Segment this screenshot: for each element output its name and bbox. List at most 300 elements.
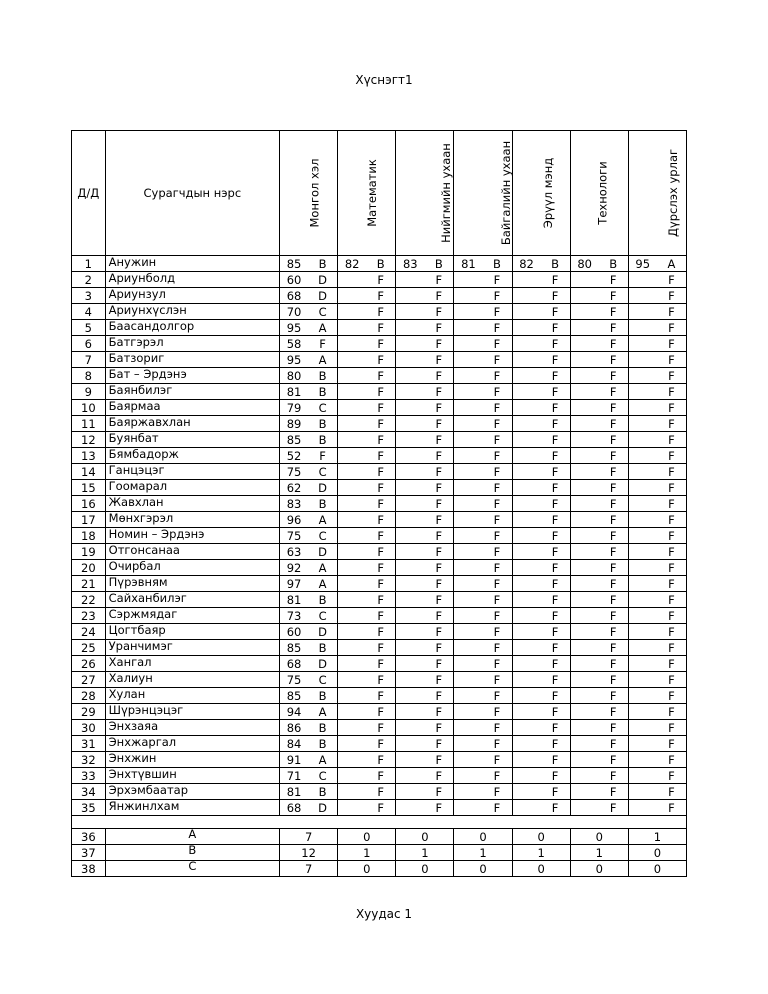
score-cell <box>512 304 541 320</box>
grade-cell: F <box>482 736 512 752</box>
grade-cell: F <box>657 320 687 336</box>
grade-cell: F <box>657 544 687 560</box>
score-cell: 85 <box>280 640 309 656</box>
grade-cell: F <box>424 272 454 288</box>
grade-cell: F <box>657 592 687 608</box>
table-row <box>72 768 687 784</box>
row-number: 29 <box>72 704 106 720</box>
table-row <box>72 304 687 320</box>
score-cell <box>454 768 483 784</box>
grade-cell: F <box>482 464 512 480</box>
score-cell <box>628 736 657 752</box>
score-cell <box>570 448 599 464</box>
grade-cell: F <box>541 496 571 512</box>
score-cell <box>628 432 657 448</box>
score-cell: 73 <box>280 608 309 624</box>
score-cell <box>454 400 483 416</box>
grade-cell: F <box>541 560 571 576</box>
row-number: 13 <box>72 448 106 464</box>
grade-cell: F <box>541 320 571 336</box>
student-name: Хулан <box>105 688 279 704</box>
score-cell <box>396 400 425 416</box>
grade-cell: A <box>308 512 338 528</box>
score-cell <box>512 320 541 336</box>
row-number: 2 <box>72 272 106 288</box>
score-cell <box>570 496 599 512</box>
sheet-title: Хүснэгт1 <box>355 73 413 87</box>
grade-cell: F <box>424 784 454 800</box>
score-cell <box>512 464 541 480</box>
grade-cell: F <box>482 704 512 720</box>
score-cell <box>454 464 483 480</box>
score-cell <box>512 400 541 416</box>
score-cell <box>454 576 483 592</box>
grade-cell: F <box>657 560 687 576</box>
score-cell <box>570 576 599 592</box>
grade-cell: D <box>308 800 338 816</box>
score-cell <box>338 400 367 416</box>
grade-cell: F <box>541 720 571 736</box>
grade-cell: F <box>541 448 571 464</box>
score-cell <box>512 704 541 720</box>
score-cell <box>338 784 367 800</box>
student-name: Бямбадорж <box>105 448 279 464</box>
score-cell: 62 <box>280 480 309 496</box>
row-number: 20 <box>72 560 106 576</box>
score-cell <box>570 704 599 720</box>
row-number: 38 <box>72 861 106 877</box>
grade-cell: F <box>424 688 454 704</box>
score-cell: 83 <box>396 256 425 272</box>
score-cell <box>628 560 657 576</box>
grade-cell: F <box>657 432 687 448</box>
score-cell <box>454 752 483 768</box>
score-cell: 75 <box>280 464 309 480</box>
score-cell <box>454 368 483 384</box>
grade-cell: F <box>599 384 629 400</box>
grade-cell: B <box>308 640 338 656</box>
grade-cell: F <box>657 800 687 816</box>
score-cell: 68 <box>280 800 309 816</box>
grade-cell: F <box>541 624 571 640</box>
summary-row <box>72 861 687 877</box>
grade-cell: F <box>599 480 629 496</box>
student-name: Хангал <box>105 656 279 672</box>
score-cell: 84 <box>280 736 309 752</box>
grade-count-cell: 7 <box>280 861 338 877</box>
grade-cell: F <box>599 352 629 368</box>
score-cell <box>512 800 541 816</box>
score-cell <box>512 624 541 640</box>
grade-cell: F <box>366 432 396 448</box>
score-cell <box>512 544 541 560</box>
grade-count-cell: 0 <box>570 829 628 845</box>
row-number: 4 <box>72 304 106 320</box>
grade-cell: F <box>599 656 629 672</box>
score-cell <box>570 400 599 416</box>
score-cell <box>512 576 541 592</box>
grade-cell: F <box>366 592 396 608</box>
grade-cell: F <box>424 736 454 752</box>
score-cell <box>512 560 541 576</box>
grade-cell: F <box>541 368 571 384</box>
grade-cell: F <box>424 656 454 672</box>
score-cell <box>628 528 657 544</box>
score-cell <box>454 592 483 608</box>
grade-cell: F <box>599 304 629 320</box>
score-cell <box>454 640 483 656</box>
score-cell <box>570 512 599 528</box>
grade-cell: F <box>657 768 687 784</box>
row-number: 22 <box>72 592 106 608</box>
subject-header <box>280 131 338 256</box>
grade-count-cell: 1 <box>512 845 570 861</box>
table-row <box>72 496 687 512</box>
grade-cell: F <box>366 736 396 752</box>
grade-cell: A <box>308 320 338 336</box>
grade-cell: F <box>424 672 454 688</box>
score-cell <box>338 752 367 768</box>
student-name: Ариунзул <box>105 288 279 304</box>
grade-cell: F <box>657 368 687 384</box>
score-cell <box>454 624 483 640</box>
grade-cell: F <box>482 320 512 336</box>
table-row <box>72 480 687 496</box>
row-number: 33 <box>72 768 106 784</box>
student-name: Пүрэвням <box>105 576 279 592</box>
grade-cell: F <box>599 640 629 656</box>
score-cell: 80 <box>570 256 599 272</box>
grade-cell: F <box>366 768 396 784</box>
grade-cell: D <box>308 624 338 640</box>
grade-cell: D <box>308 272 338 288</box>
grade-cell: F <box>424 544 454 560</box>
score-cell <box>338 656 367 672</box>
student-name: Очирбал <box>105 560 279 576</box>
subject-header <box>338 131 396 256</box>
score-cell: 81 <box>280 384 309 400</box>
grade-cell: F <box>599 320 629 336</box>
grade-cell: F <box>482 768 512 784</box>
score-cell <box>396 768 425 784</box>
score-cell <box>454 272 483 288</box>
row-number: 37 <box>72 845 106 861</box>
student-name: Цогтбаяр <box>105 624 279 640</box>
grade-cell: F <box>541 736 571 752</box>
row-number: 12 <box>72 432 106 448</box>
grade-cell: C <box>308 304 338 320</box>
score-cell <box>570 288 599 304</box>
score-cell <box>396 592 425 608</box>
student-name: Номин – Эрдэнэ <box>105 528 279 544</box>
grade-cell: B <box>424 256 454 272</box>
score-cell <box>396 320 425 336</box>
score-cell <box>628 512 657 528</box>
grade-cell: F <box>541 672 571 688</box>
student-name: Отгонсанаа <box>105 544 279 560</box>
score-cell <box>570 464 599 480</box>
name-column-header: Сурагчдын нэрс <box>105 131 279 256</box>
grade-cell: F <box>424 448 454 464</box>
grade-cell: B <box>308 432 338 448</box>
subject-header <box>396 131 454 256</box>
grade-cell: F <box>599 368 629 384</box>
grade-cell: B <box>308 496 338 512</box>
score-cell <box>396 272 425 288</box>
grade-cell: F <box>599 736 629 752</box>
grade-cell: F <box>482 432 512 448</box>
grade-cell: F <box>482 592 512 608</box>
student-name: Сайханбилэг <box>105 592 279 608</box>
score-cell: 68 <box>280 656 309 672</box>
score-cell <box>396 496 425 512</box>
score-cell: 86 <box>280 720 309 736</box>
score-cell: 95 <box>280 320 309 336</box>
grade-cell: F <box>366 608 396 624</box>
summary-row <box>72 829 687 845</box>
grade-cell: D <box>308 288 338 304</box>
grade-cell: A <box>308 752 338 768</box>
grade-cell: F <box>599 688 629 704</box>
grade-cell: F <box>599 560 629 576</box>
grade-cell: F <box>657 480 687 496</box>
score-cell <box>454 544 483 560</box>
score-cell <box>454 704 483 720</box>
table-row <box>72 512 687 528</box>
grade-cell: F <box>482 544 512 560</box>
table-row <box>72 752 687 768</box>
score-cell <box>628 672 657 688</box>
score-cell <box>512 720 541 736</box>
grade-cell: D <box>308 480 338 496</box>
grade-cell: F <box>541 480 571 496</box>
grade-count-cell: 0 <box>396 829 454 845</box>
score-cell <box>512 752 541 768</box>
student-name: Баасандолгор <box>105 320 279 336</box>
score-cell <box>338 720 367 736</box>
grade-cell: A <box>308 352 338 368</box>
grade-cell: A <box>657 256 687 272</box>
score-cell <box>628 608 657 624</box>
score-cell <box>338 352 367 368</box>
grade-cell: F <box>541 384 571 400</box>
grade-cell: B <box>308 784 338 800</box>
subject-header <box>512 131 570 256</box>
grade-cell: F <box>366 352 396 368</box>
grade-cell: F <box>657 608 687 624</box>
student-name: Энхзаяа <box>105 720 279 736</box>
subject-label: Нийгмийн ухаан <box>439 143 454 243</box>
score-cell <box>570 416 599 432</box>
grade-count-cell: 1 <box>454 845 512 861</box>
table-row <box>72 544 687 560</box>
row-number: 35 <box>72 800 106 816</box>
grade-cell: C <box>308 400 338 416</box>
score-cell <box>570 800 599 816</box>
row-number: 14 <box>72 464 106 480</box>
score-cell <box>454 688 483 704</box>
grade-cell: D <box>308 656 338 672</box>
score-cell <box>454 608 483 624</box>
grade-cell: D <box>308 544 338 560</box>
score-cell <box>512 480 541 496</box>
score-cell: 91 <box>280 752 309 768</box>
grade-count-cell: 0 <box>338 861 396 877</box>
grade-cell: F <box>657 304 687 320</box>
grade-cell: F <box>541 656 571 672</box>
table-row <box>72 384 687 400</box>
grade-count-cell: 12 <box>280 845 338 861</box>
grade-cell: F <box>424 608 454 624</box>
grade-cell: F <box>424 496 454 512</box>
grade-cell: F <box>366 480 396 496</box>
score-cell <box>454 304 483 320</box>
score-cell <box>512 592 541 608</box>
score-cell: 60 <box>280 272 309 288</box>
score-cell <box>628 656 657 672</box>
grade-count-cell: 0 <box>512 861 570 877</box>
grade-count-cell: 7 <box>280 829 338 845</box>
grade-cell: B <box>308 736 338 752</box>
row-number: 31 <box>72 736 106 752</box>
score-cell <box>396 480 425 496</box>
row-number: 17 <box>72 512 106 528</box>
score-cell <box>338 416 367 432</box>
score-cell <box>338 688 367 704</box>
table-row <box>72 640 687 656</box>
grade-cell: F <box>366 576 396 592</box>
grade-cell: F <box>541 704 571 720</box>
score-cell <box>396 704 425 720</box>
score-cell <box>628 352 657 368</box>
grade-cell: F <box>599 400 629 416</box>
score-cell <box>628 688 657 704</box>
score-cell <box>628 640 657 656</box>
score-cell <box>396 384 425 400</box>
score-cell <box>454 496 483 512</box>
score-cell: 95 <box>280 352 309 368</box>
score-cell <box>570 752 599 768</box>
grade-count-cell: 0 <box>454 861 512 877</box>
score-cell <box>338 272 367 288</box>
score-cell <box>628 304 657 320</box>
grade-cell: C <box>308 672 338 688</box>
student-name: Сэржмядаг <box>105 608 279 624</box>
score-cell <box>570 592 599 608</box>
student-name: Шүрэнцэцэг <box>105 704 279 720</box>
subject-header <box>628 131 686 256</box>
grade-cell: F <box>366 752 396 768</box>
score-cell <box>338 496 367 512</box>
row-number: 36 <box>72 829 106 845</box>
grade-letter-label: C <box>105 861 279 877</box>
grade-cell: F <box>599 752 629 768</box>
table-row <box>72 336 687 352</box>
score-cell: 70 <box>280 304 309 320</box>
table-row <box>72 448 687 464</box>
grade-count-cell: 0 <box>338 829 396 845</box>
table-row <box>72 432 687 448</box>
row-number: 23 <box>72 608 106 624</box>
grade-cell: F <box>366 464 396 480</box>
grade-cell: F <box>366 336 396 352</box>
score-cell: 80 <box>280 368 309 384</box>
score-cell: 81 <box>454 256 483 272</box>
grade-cell: F <box>366 288 396 304</box>
grade-cell: B <box>308 256 338 272</box>
table-row <box>72 800 687 816</box>
score-cell <box>570 528 599 544</box>
grade-cell: F <box>599 720 629 736</box>
score-cell: 96 <box>280 512 309 528</box>
grade-cell: B <box>541 256 571 272</box>
score-cell <box>570 640 599 656</box>
subject-header <box>454 131 512 256</box>
student-name: Анужин <box>105 256 279 272</box>
score-cell <box>338 800 367 816</box>
score-cell <box>396 464 425 480</box>
grade-cell: F <box>599 768 629 784</box>
score-cell <box>338 512 367 528</box>
score-cell <box>396 560 425 576</box>
grade-cell: F <box>657 640 687 656</box>
score-cell <box>454 720 483 736</box>
grade-cell: F <box>657 624 687 640</box>
score-cell <box>338 336 367 352</box>
score-cell: 75 <box>280 528 309 544</box>
student-name: Уранчимэг <box>105 640 279 656</box>
grade-cell: F <box>599 624 629 640</box>
row-number: 5 <box>72 320 106 336</box>
score-cell <box>396 656 425 672</box>
score-cell <box>454 352 483 368</box>
score-cell <box>512 528 541 544</box>
grade-cell: F <box>424 528 454 544</box>
student-name: Гоомарал <box>105 480 279 496</box>
row-number: 27 <box>72 672 106 688</box>
student-name: Ариунхүслэн <box>105 304 279 320</box>
score-cell <box>338 624 367 640</box>
score-cell <box>454 288 483 304</box>
score-cell <box>512 736 541 752</box>
subject-label: Технологи <box>595 161 610 225</box>
grade-cell: F <box>657 672 687 688</box>
grade-cell: C <box>308 528 338 544</box>
score-cell <box>454 320 483 336</box>
row-number: 25 <box>72 640 106 656</box>
student-name: Ганцэцэг <box>105 464 279 480</box>
grade-cell: F <box>599 512 629 528</box>
score-cell <box>628 480 657 496</box>
grade-cell: F <box>599 592 629 608</box>
student-name: Баянбилэг <box>105 384 279 400</box>
grade-cell: A <box>308 704 338 720</box>
score-cell <box>454 784 483 800</box>
grade-cell: F <box>482 640 512 656</box>
table-row <box>72 608 687 624</box>
grade-cell: F <box>657 688 687 704</box>
score-cell <box>628 784 657 800</box>
student-name: Жавхлан <box>105 496 279 512</box>
table-row <box>72 672 687 688</box>
grade-cell: F <box>657 736 687 752</box>
table-row <box>72 688 687 704</box>
table-row <box>72 704 687 720</box>
score-cell: 83 <box>280 496 309 512</box>
grade-cell: F <box>424 704 454 720</box>
grade-cell: F <box>366 304 396 320</box>
score-cell <box>570 368 599 384</box>
